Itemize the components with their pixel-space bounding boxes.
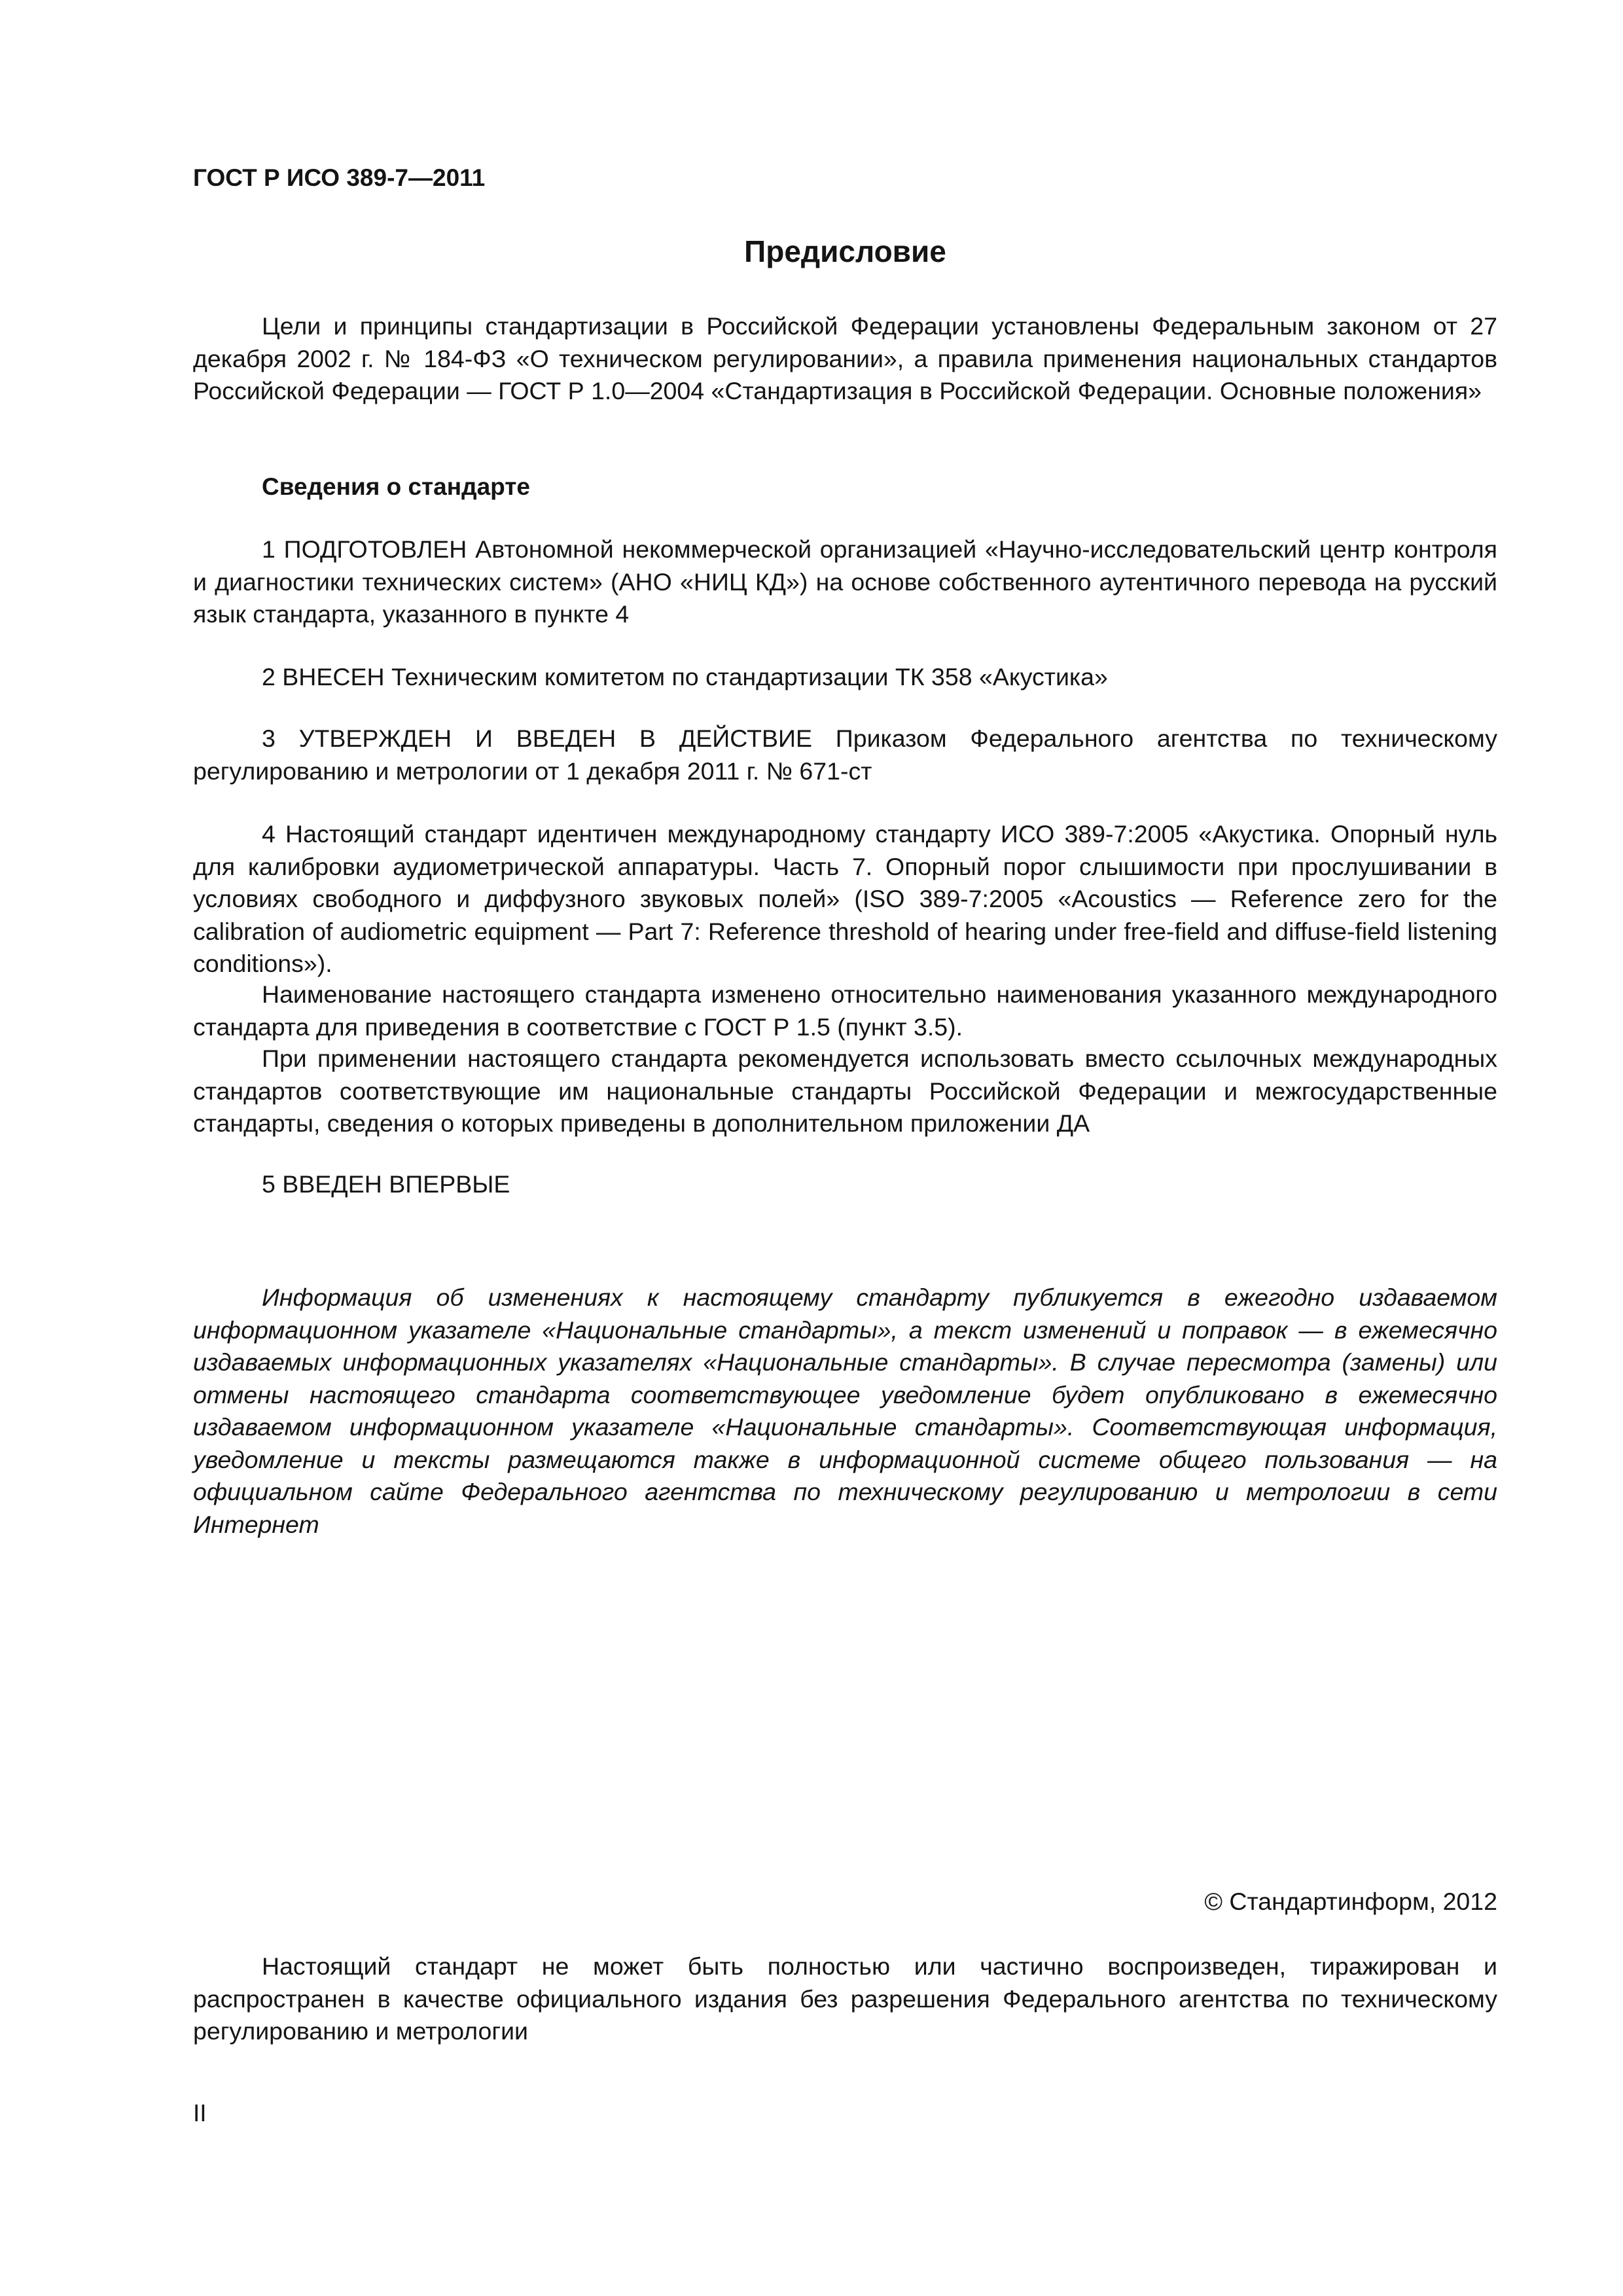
standard-info-item-5: 5 ВВЕДЕН ВПЕРВЫЕ: [262, 1170, 510, 1198]
page-title: Предисловие: [744, 234, 946, 268]
standard-info-item-4: 4 Настоящий стандарт идентичен международному стандарту ИСО 389-7:2005 «Акустика. Опорный нуль для калибровки аудиометрической аппаратуры. Часть 7. Опорный порог слышимости при прослушивании в условиях свободного и диффузного звуковых полей» (ISO 389-7:2005 «Acoustics — Reference zero for the calibration of audiometric equipment — Part 7: Reference threshold of hearing under free-field and diffuse-field listening conditions»).: [193, 820, 1497, 977]
document-designation: ГОСТ Р ИСО 389-7—2011: [193, 164, 486, 191]
standard-info-item-4-note-1: Наименование настоящего стандарта изменено относительно наименования указанного международного стандарта для приведения в соответствие с ГОСТ Р 1.5 (пункт 3.5).: [193, 980, 1497, 1041]
changes-notice: Информация об изменениях к настоящему стандарту публикуется в ежегодно издаваемом информационном указателе «Национальные стандарты», а текст изменений и поправок — в ежемесячно издаваемых информационных указателях «Национальные стандарты». В случае пересмотра (замены) или отмены настоящего стандарта соответствующее уведомление будет опубликовано в ежемесячно издаваемом информационном указателе «Национальные стандарты». Соответствующая информация, уведомление и тексты размещаются также в информационной системе общего пользования — на официальном сайте Федерального агентства по техническому регулированию и метрологии в сети Интернет: [193, 1283, 1497, 1538]
standard-info-item-3: 3 УТВЕРЖДЕН И ВВЕДЕН В ДЕЙСТВИЕ Приказом Федерального агентства по техническому регулированию и метрологии от 1 декабря 2011 г. № 671-ст: [193, 725, 1497, 785]
standard-info-item-4-note-2: При применении настоящего стандарта рекомендуется использовать вместо ссылочных международных стандартов соответствующие им национальные стандарты Российской Федерации и межгосударственные стандарты, сведения о которых приведены в дополнительном приложении ДА: [193, 1045, 1497, 1137]
intro-paragraph: Цели и принципы стандартизации в Российской Федерации установлены Федеральным законом от 27 декабря 2002 г. № 184-ФЗ «О техническом регулировании», а правила применения национальных стандартов Российской Федерации — ГОСТ Р 1.0—2004 «Стандартизация в Российской Федерации. Основные положения»: [193, 312, 1497, 404]
standard-info-item-2: 2 ВНЕСЕН Техническим комитетом по стандартизации ТК 358 «Акустика»: [262, 663, 1108, 691]
standard-info-heading: Сведения о стандарте: [262, 473, 530, 500]
reproduction-notice: Настоящий стандарт не может быть полностью или частично воспроизведен, тиражирован и распространен в качестве официального издания без разрешения Федерального агентства по техническому регулированию и метрологии: [193, 1952, 1497, 2045]
standard-info-item-1: 1 ПОДГОТОВЛЕН Автономной некоммерческой организацией «Научно-исследовательский центр контроля и диагностики технических систем» (АНО «НИЦ КД») на основе собственного аутентичного перевода на русский язык стандарта, указанного в пункте 4: [193, 535, 1497, 628]
page-number: II: [193, 2100, 207, 2126]
copyright-notice: © Стандартинформ, 2012: [1204, 1888, 1497, 1915]
